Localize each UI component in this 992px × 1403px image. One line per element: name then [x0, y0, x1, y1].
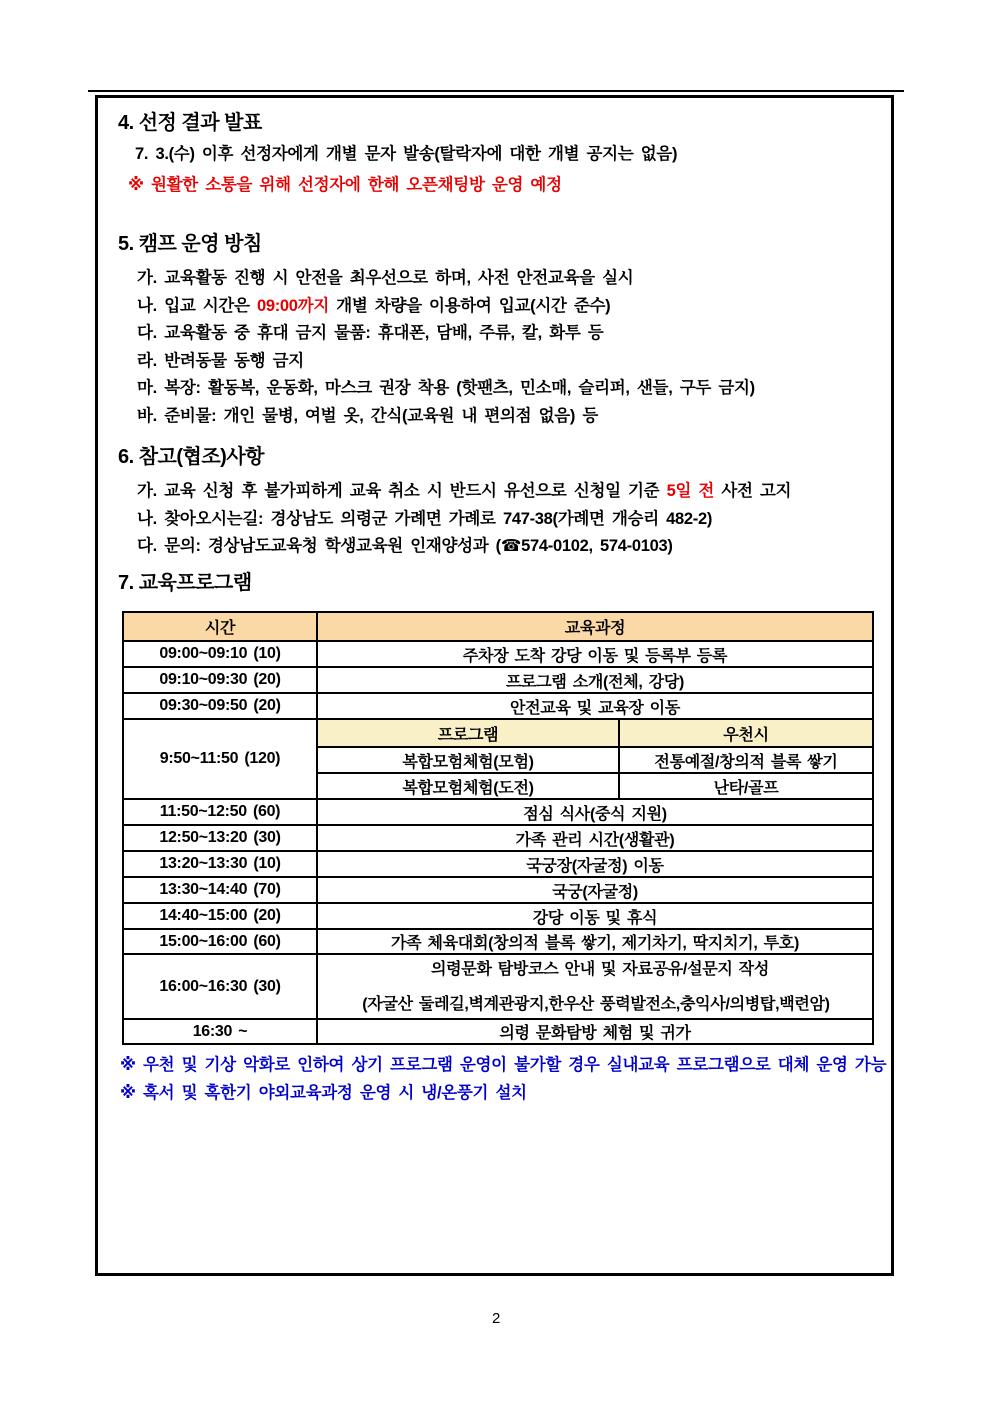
header-cell-time: 시간 [123, 612, 317, 641]
section4-line: 7. 3.(수) 이후 선정자에게 개별 문자 발송(탈락자에 대한 개별 공지는 없음) [135, 145, 678, 163]
cell-program: 복합모험체험(도전) [317, 773, 619, 799]
rule-item-ba: 바. 준비물: 개인 물병, 여벌 옷, 간식(교육원 내 편의점 없음) 등 [137, 406, 598, 425]
section-selection-result [118, 111, 877, 197]
top-divider-line [88, 90, 904, 92]
table-merged-subheader-row [123, 719, 873, 747]
table-row [123, 641, 873, 667]
table-row [123, 877, 873, 903]
cell-course: 가족 관리 시간(생활관) [317, 825, 873, 851]
footnote-weather: ※ 우천 및 기상 악화로 인하여 상기 프로그램 운영이 불가할 경우 실내교육 프로그램으로 대체 운영 가능 [120, 1056, 887, 1074]
table-row [123, 825, 873, 851]
cell-course: 주차장 도착 강당 이동 및 등록부 등록 [317, 641, 873, 667]
cell-time: 14:40~15:00 (20) [123, 903, 317, 929]
footnotes [120, 1052, 886, 1107]
ref-item-ga-pre: 가. 교육 신청 후 불가피하게 교육 취소 시 반드시 유선으로 신청일 기준 [137, 482, 667, 500]
ref-item-da-contact: 다. 문의: 경상남도교육청 학생교육원 인재양성과 (☎574-0102, 574-0103) [137, 537, 673, 555]
section7-title: 7. 교육프로그램 [118, 572, 252, 594]
cell-course: 가족 체육대회(창의적 블록 쌓기, 제기차기, 딱지치기, 투호) [317, 929, 873, 954]
table-row [123, 851, 873, 877]
cell-time: 12:50~13:20 (30) [123, 825, 317, 851]
rule-item-ra: 라. 반려동물 동행 금지 [137, 351, 304, 370]
cell-time: 09:10~09:30 (20) [123, 667, 317, 693]
cell-rain: 전통예절/창의적 블록 쌓기 [619, 747, 873, 773]
cell-course: 프로그램 소개(전체, 강당) [317, 667, 873, 693]
rule-item-na [137, 293, 877, 321]
ref-item-na-address: 나. 찾아오시는길: 경상남도 의령군 가례면 가례로 747-38(가례면 개승리 482-2) [137, 509, 713, 528]
cell-course: 의령 문화탐방 체험 및 귀가 [317, 1019, 873, 1044]
subheader-cell-program: 프로그램 [317, 719, 619, 747]
ref-item-ga-post: 사전 고지 [714, 482, 792, 500]
footnote-heating: ※ 혹서 및 혹한기 야외교육과정 운영 시 냉/온풍기 설치 [120, 1083, 527, 1102]
cell-time: 13:30~14:40 (70) [123, 877, 317, 903]
section4-red-note: ※ 원활한 소통을 위해 선정자에 한해 오픈채팅방 운영 예정 [128, 176, 562, 194]
cell-course: 국궁장(자굴정) 이동 [317, 851, 873, 877]
table-row [123, 799, 873, 825]
program-table [122, 611, 874, 1045]
rule-item-na-time-red: 09:00까지 [256, 296, 329, 315]
section-camp-rules [118, 232, 877, 430]
cell-time: 16:30 ~ [123, 1019, 317, 1044]
subheader-cell-rain: 우천시 [619, 719, 873, 747]
section6-title: 6. 참고(협조)사항 [118, 446, 264, 468]
section5-items [118, 265, 877, 430]
content-border-box [95, 95, 894, 1276]
cell-course: 강당 이동 및 휴식 [317, 903, 873, 929]
page-number: 2 [491, 1310, 501, 1327]
rule-item-na-pre: 나. 입교 시간은 [137, 296, 257, 315]
cell-time: 13:20~13:30 (10) [123, 851, 317, 877]
ref-item-ga [137, 478, 877, 506]
ref-item-ga-red: 5일 전 [666, 482, 715, 500]
cell-course-tour [317, 954, 873, 1019]
table-header-row [123, 612, 873, 641]
rule-item-na-post: 개별 차량을 이용하여 입교(시간 준수) [328, 296, 611, 315]
cell-time: 11:50~12:50 (60) [123, 799, 317, 825]
cell-course: 안전교육 및 교육장 이동 [317, 693, 873, 719]
table-row [123, 667, 873, 693]
section4-title: 4. 선정 결과 발표 [118, 112, 262, 134]
section-reference [118, 445, 877, 561]
section5-title: 5. 캠프 운영 방침 [118, 233, 262, 255]
table-row [123, 693, 873, 719]
cell-time: 09:00~09:10 (10) [123, 641, 317, 667]
table-row [123, 1019, 873, 1044]
cell-course: 점심 식사(중식 지원) [317, 799, 873, 825]
section6-items [118, 478, 877, 561]
cell-time: 15:00~16:00 (60) [123, 929, 317, 954]
cell-rain: 난타/골프 [619, 773, 873, 799]
cell-course: 국궁(자굴정) [317, 877, 873, 903]
cell-time-merged: 9:50~11:50 (120) [123, 719, 317, 799]
rule-item-da: 다. 교육활동 중 휴대 금지 물품: 휴대폰, 담배, 주류, 칼, 화투 등 [137, 324, 604, 342]
header-cell-course: 교육과정 [317, 612, 873, 641]
table-tour-row [123, 954, 873, 1019]
cell-time: 16:00~16:30 (30) [123, 954, 317, 1019]
cell-time: 09:30~09:50 (20) [123, 693, 317, 719]
tour-line2: (자굴산 둘레길,벽계관광지,한우산 풍력발전소,충익사/의병탑,백련암) [362, 996, 830, 1013]
cell-program: 복합모험체험(모험) [317, 747, 619, 773]
rule-item-ga: 가. 교육활동 진행 시 안전을 최우선으로 하며, 사전 안전교육을 실시 [137, 269, 634, 287]
table-row [123, 903, 873, 929]
rule-item-ma: 마. 복장: 활동복, 운동화, 마스크 권장 착용 (핫팬츠, 민소매, 슬리퍼, 샌들, 구두 금지) [137, 379, 755, 397]
table-row [123, 929, 873, 954]
tour-line1: 의령문화 탐방코스 안내 및 자료공유/설문지 작성 [431, 961, 769, 978]
